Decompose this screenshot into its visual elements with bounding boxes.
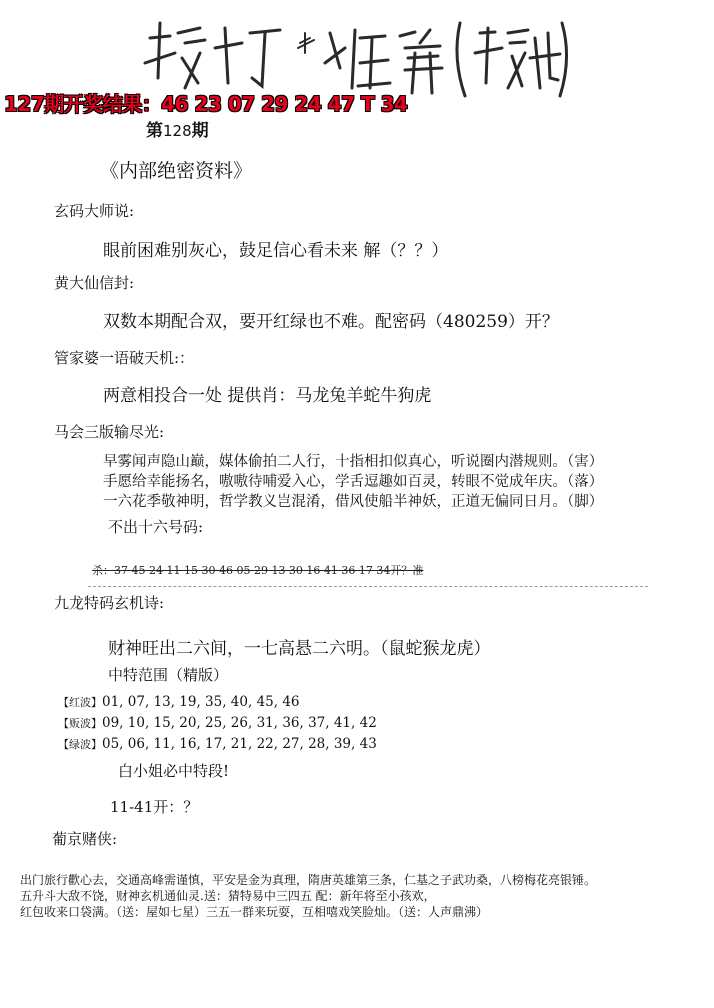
wave-numbers: 01, 07, 13, 19, 35, 40, 45, 46	[102, 694, 300, 710]
wave-tag: 【绿波】	[58, 738, 102, 751]
wave-numbers: 05, 06, 11, 16, 17, 21, 22, 27, 28, 39, 43	[102, 736, 377, 752]
issue-suffix: 期	[191, 121, 209, 141]
jiulong-text: 财神旺出二六间，一七高悬二六明。（鼠蛇猴龙虎）	[108, 639, 491, 659]
divider	[88, 586, 648, 587]
xuanma-label: 玄码大师说:	[54, 202, 135, 220]
wave-row-green	[58, 734, 377, 755]
xuanma-text: 眼前困难别灰心，鼓足信心看未来 解（？？）	[103, 241, 449, 261]
footer-line: 出门旅行歡心去，交通高峰需谨慎，平安是金为真理，隋唐英雄第三条，仁基之子武功桑，八榜梅花亮银锤。	[20, 873, 597, 887]
issue-prefix: 第	[146, 121, 163, 141]
wave-list	[58, 692, 377, 755]
issue-number-heading	[146, 116, 209, 141]
white-label: 白小姐必中特段!	[118, 762, 230, 780]
poem-line: 早雾闻声隐山巅，媒体偷拍二人行，十指相扣似真心，听说圈内潜规则。（害）	[103, 454, 604, 470]
footer-line: 五升斗大敌不饶，财神玄机通仙灵.送：猜特易中三四五 配：新年将至小孩欢，	[20, 889, 436, 903]
poem-block	[103, 452, 603, 512]
wave-row-red	[58, 692, 377, 713]
jiulong-label: 九龙特码玄机诗:	[54, 594, 165, 612]
wave-tag: 【红波】	[58, 696, 102, 709]
mahui-label: 马会三版输尽光:	[54, 423, 165, 441]
previous-result-banner: 127期开奖结果：46 23 07 29 24 47 T 34	[4, 92, 408, 116]
wave-tag: 【贩波】	[58, 717, 102, 730]
pujing-label: 葡京赌侠:	[52, 830, 118, 848]
poem-line: 手愿给幸能扬名，嗷嗷待哺爱入心，学舌逗趣如百灵，转眼不觉成年庆。（落）	[103, 474, 604, 490]
title-calligraphy-image	[130, 8, 570, 98]
kill-numbers-line: 杀：37 45 24 11 15 30 46 05 29 13 30 16 41 36 17 34开？准	[92, 564, 424, 577]
huang-label: 黄大仙信封:	[54, 274, 135, 292]
internal-title: 《内部绝密资料》	[100, 160, 253, 182]
footer-verse	[20, 872, 596, 920]
wave-numbers: 09, 10, 15, 20, 25, 26, 31, 36, 37, 41, 42	[102, 715, 377, 731]
huang-text: 双数本期配合双，要开红绿也不难。配密码（480259）开？	[103, 312, 559, 332]
issue-number: 128	[163, 122, 192, 140]
footer-line: 红包收来口袋满。（送：屋如七星）三五一群来玩耍，互相嘻戏笑脸灿。（送：人声鼎沸）	[20, 905, 489, 919]
title-art-text: 精打*细算(精版)	[130, 8, 138, 9]
poem-line: 一六花季敬神明，哲学教义岂混淆，借风使船半神妖，正道无偏同日月。（脚）	[103, 494, 604, 510]
guanjia-text: 两意相投合一处 提供肖：马龙兔羊蛇牛狗虎	[103, 386, 432, 406]
range-label: 中特范围（精版）	[108, 666, 229, 684]
range-open: 11-41开：？	[110, 798, 199, 816]
guanjia-label: 管家婆一语破天机:：	[54, 349, 195, 367]
wave-row-blue	[58, 713, 377, 734]
no16-label: 不出十六号码:	[108, 518, 204, 536]
